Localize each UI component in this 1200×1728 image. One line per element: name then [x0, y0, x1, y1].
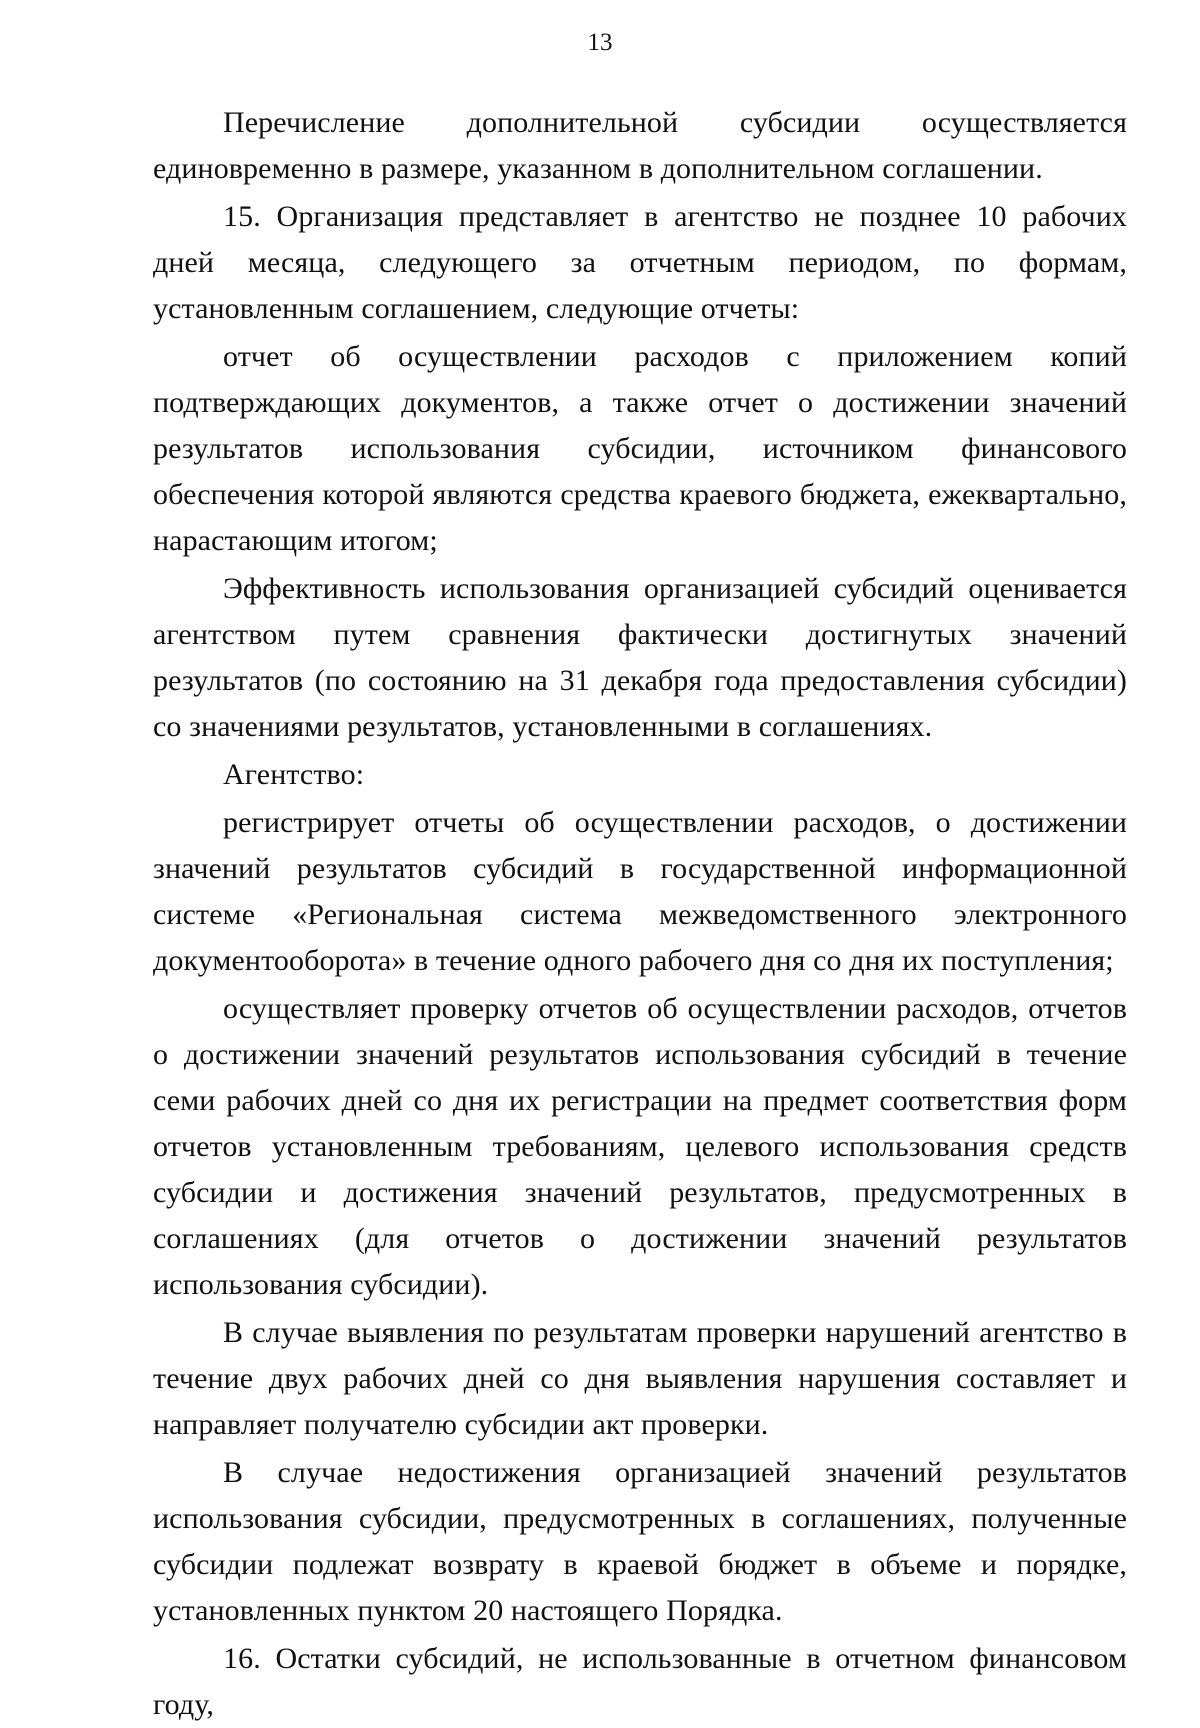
document-body [153, 100, 1127, 1728]
paragraph-violations-found: В случае выявления по результатам проверки нарушений агентство в течение двух рабочих дней со дня выявления нарушения составляет и направляет получателю субсидии акт проверки. [153, 1316, 1127, 1441]
paragraph-additional-subsidy-transfer: Перечисление дополнительной субсидии осуществляется единовременно в размере, указанном в дополнительном соглашении. [153, 106, 1127, 185]
paragraph-item-15-reports: 15. Организация представляет в агентство не позднее 10 рабочих дней месяца, следующего за отчетным периодом, по формам, установленным соглашением, следующие отчеты: [153, 200, 1127, 325]
page-number: 13 [587, 29, 613, 56]
paragraph-results-not-achieved: В случае недостижения организацией значений результатов использования субсидии, предусмотренных в соглашениях, полученные субсидии подлежат возврату в краевой бюджет в объеме и порядке, установленных пунктом 20 настоящего Порядка. [153, 1456, 1127, 1627]
paragraph-registers-reports: регистрирует отчеты об осуществлении расходов, о достижении значений результатов субсидий в государственной информационной системе «Региональная система межведомственного электронного документооборота» в течение одного рабочего дня со дня их поступления; [153, 806, 1127, 977]
paragraph-agency-heading: Агентство: [223, 758, 365, 791]
paragraph-expense-report: отчет об осуществлении расходов с приложением копий подтверждающих документов, а также отчет о достижении значений результатов использования субсидии, источником финансового обеспечения которой являются средства краевого бюджета, ежеквартально, нарастающим итогом; [153, 340, 1127, 557]
paragraph-item-16-remainders: 16. Остатки субсидий, не использованные в отчетном финансовом году, [153, 1642, 1127, 1721]
paragraph-efficiency-evaluation: Эффективность использования организацией субсидий оценивается агентством путем сравнения фактически достигнутых значений результатов (по состоянию на 31 декабря года предоставления субсидии) со значениями результатов, установленными в соглашениях. [153, 572, 1127, 743]
paragraph-checks-reports: осуществляет проверку отчетов об осуществлении расходов, отчетов о достижении значений результатов использования субсидий в течение семи рабочих дней со дня их регистрации на предмет соответствия форм отчетов установленным требованиям, целевого использования средств субсидии и достижения значений результатов, предусмотренных в соглашениях (для отчетов о достижении значений результатов использования субсидии). [153, 992, 1127, 1301]
